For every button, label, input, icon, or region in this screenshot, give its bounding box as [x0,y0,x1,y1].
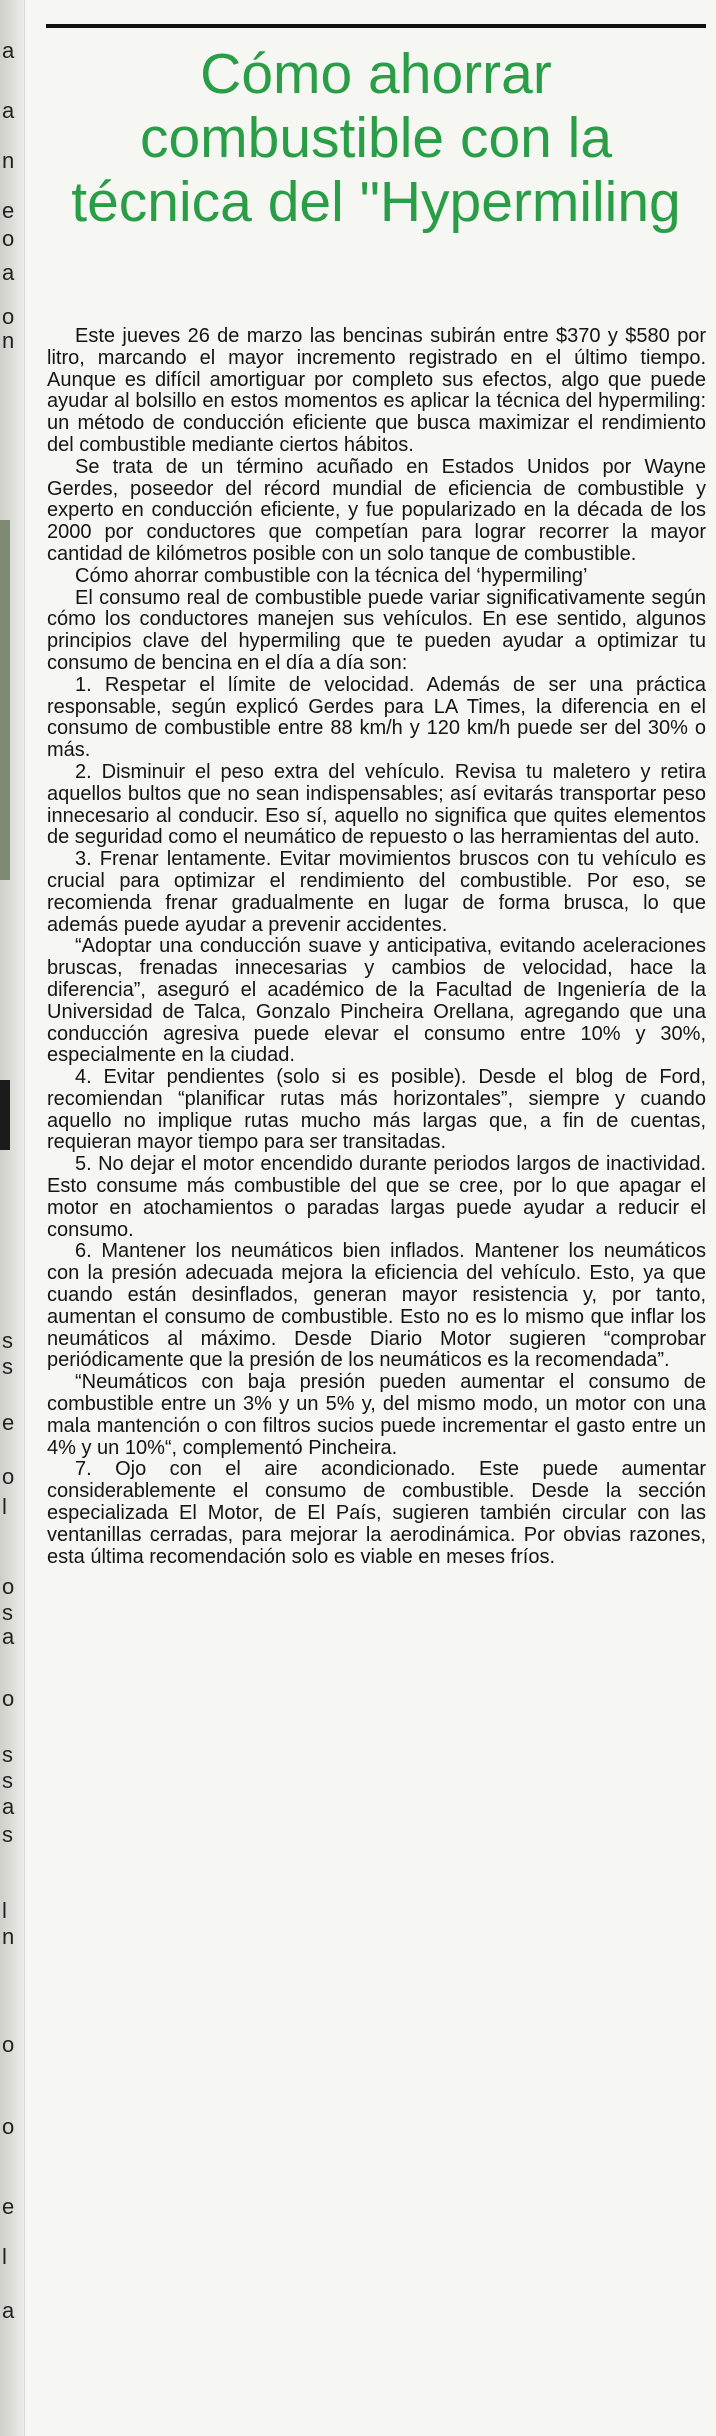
margin-fragment: e [2,1410,15,1435]
margin-fragment: s [2,1822,13,1847]
article-paragraph: Se trata de un término acuñado en Estados Unidos por Wayne Gerdes, poseedor del récord mundial de eficiencia de combustible y experto en conducción eficiente, y fue popularizado en la década de los 2000 por conductores que competían para lograr recorrer la mayor cantidad de kilómetros posible con un solo tanque de combustible. [47,455,706,565]
article-quote: “Neumáticos con baja presión pueden aumentar el consumo de combustible entre un 3% y un 5% y, del mismo modo, un motor con una mala mantención o con filtros sucios puede incrementar el gasto entre un 4% y un 10%“, complementó Pincheira. [47,1371,706,1459]
margin-fragment: o [2,226,15,251]
margin-fragment: a [2,1624,15,1649]
margin-fragment: e [2,198,15,223]
margin-fragment: e [2,2194,15,2219]
article-paragraph: 7. Ojo con el aire acondicionado. Este puede aumentar considerablemente el consumo de combustible. Desde la sección especializada El Motor, de El País, sugieren también circular con las ventanillas cerradas, para mejorar la aerodinámica. Por obvias razones, esta última recomendación solo es viable en meses fríos. [47,1458,706,1568]
article-quote: “Adoptar una conducción suave y anticipativa, evitando aceleraciones bruscas, frenadas innecesarias y cambios de velocidad, hace la diferencia”, aseguró el académico de la Facultad de Ingeniería de la Universidad de Talca, Gonzalo Pincheira Orellana, agregando que una conducción agresiva puede elevar el consumo entre 10% y 30%, especialmente en la ciudad. [47,935,706,1067]
margin-fragment: a [2,98,15,123]
article-paragraph: 3. Frenar lentamente. Evitar movimientos bruscos con tu vehículo es crucial para optimizar el rendimiento del combustible. Por eso, se recomienda frenar gradualmente en lugar de forma brusca, lo que además puede ayudar a prevenir accidentes. [47,848,706,936]
margin-fragment: l [2,1494,7,1519]
adjacent-photo-edge [0,520,10,880]
article-paragraph: 6. Mantener los neumáticos bien inflados. Mantener los neumáticos con la presión adecuada mejora la eficiencia del vehículo. Esto, ya que cuando están desinflados, generan mayor resistencia y, por tanto, aumentan el consumo de combustible. Esto no es lo mismo que inflar los neumáticos al máximo. Desde Diario Motor sugieren “comprobar periódicamente que la presión de los neumáticos es la recomendada”. [47,1240,706,1372]
article-paragraph: 1. Respetar el límite de velocidad. Además de ser una práctica responsable, según explicó Gerdes para LA Times, la diferencia en el consumo de combustible entre 88 km/h y 120 km/h puede ser del 30% o más. [47,673,706,762]
margin-fragment: n [2,1924,15,1949]
margin-fragment: o [2,1574,15,1599]
top-rule [46,24,706,28]
margin-fragment: a [2,2298,15,2323]
article-subheading: Cómo ahorrar combustible con la técnica del ‘hypermiling’ [75,564,588,587]
margin-fragment: a [2,260,15,285]
margin-fragment: a [2,38,15,63]
margin-fragment: s [2,1354,13,1379]
margin-fragment: s [2,1600,13,1625]
article-paragraph: El consumo real de combustible puede variar significativamente según cómo los conductores manejen sus vehículos. En ese sentido, algunos principios clave del hypermiling que te pueden ayudar a optimizar tu consumo de bencina en el día a día son: [47,586,706,674]
margin-fragment: l [2,1898,7,1923]
margin-fragment: s [2,1768,13,1793]
margin-fragment: a [2,1794,15,1819]
article-headline: Cómo ahorrar combustible con la técnica del "Hypermiling [71,42,681,234]
margin-fragment: o [2,304,15,329]
adjacent-dark-mark [0,1080,10,1150]
margin-fragment: o [2,1686,15,1711]
margin-fragment: l [2,2244,7,2269]
margin-fragment: n [2,328,15,353]
article-paragraph: 2. Disminuir el peso extra del vehículo. Revisa tu maletero y retira aquellos bultos que no sean indispensables; así evitarás transportar peso innecesario al conducir. Eso sí, aquello no significa que quites elementos de seguridad como el neumático de repuesto o las herramientas del auto. [47,760,706,849]
margin-fragment: o [2,2114,15,2139]
margin-fragment: n [2,148,15,173]
article-paragraph: Este jueves 26 de marzo las bencinas subirán entre $370 y $580 por litro, marcando el mayor incremento registrado en el último tiempo. Aunque es difícil amortiguar por completo sus efectos, algo que puede ayudar al bolsillo en estos momentos es aplicar la técnica del hypermiling: un método de conducción eficiente que busca maximizar el rendimiento del combustible mediante ciertos hábitos. [47,325,706,456]
margin-fragment: o [2,1464,15,1489]
article-paragraph: 4. Evitar pendientes (solo si es posible). Desde el blog de Ford, recomiendan “planificar rutas más horizontales”, siempre y cuando aquello no implique rutas mucho más largas que, a fin de cuentas, requieran mayor tiempo para ser transitadas. [47,1066,706,1154]
margin-fragment: o [2,2032,15,2057]
article-body [47,326,706,1568]
adjacent-column-strip [0,0,25,2436]
article-paragraph: 5. No dejar el motor encendido durante periodos largos de inactividad. Esto consume más combustible del que se cree, por lo que apagar el motor en atochamientos o paradas largas puede ayudar a reducir el consumo. [47,1153,706,1241]
margin-fragment: s [2,1742,13,1767]
margin-fragment: s [2,1328,13,1353]
